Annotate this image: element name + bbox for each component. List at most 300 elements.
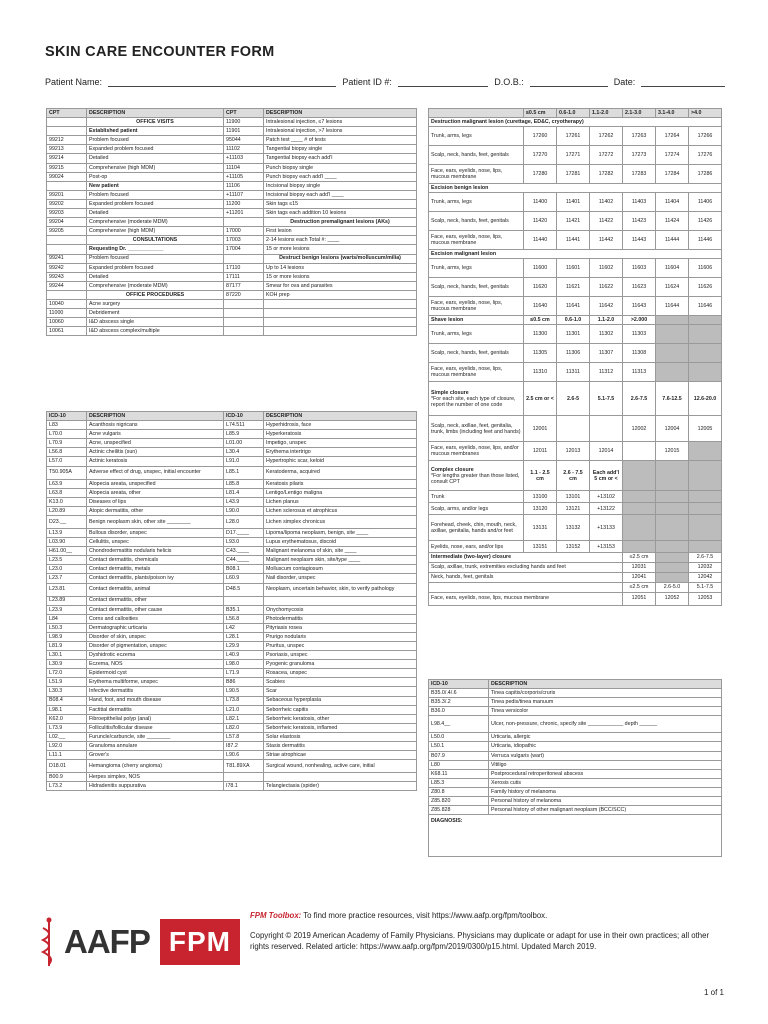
column-header: DESCRIPTION	[87, 109, 224, 118]
table-row	[47, 528, 417, 537]
code-cell: L71.9	[224, 669, 264, 678]
description-cell: Pyogenic granuloma	[264, 660, 417, 669]
code-cell: 17263	[623, 127, 656, 146]
description-cell: Comprehensive (moderate MDM)	[87, 281, 224, 290]
code-cell: 11403	[623, 193, 656, 212]
code-cell: 17286	[689, 165, 722, 184]
column-header: ICD-10	[429, 680, 489, 689]
code-cell: T81.89XA	[224, 760, 264, 773]
table-row	[47, 430, 417, 439]
description-cell: Detailed	[87, 209, 224, 218]
table-row	[47, 632, 417, 641]
table-row	[47, 723, 417, 732]
code-cell: I78.1	[224, 782, 264, 791]
code-cell	[590, 416, 623, 442]
diagnosis-label[interactable]: DIAGNOSIS:	[429, 815, 722, 857]
code-cell: 12002	[623, 416, 656, 442]
column-header: 0.6-1.0	[557, 316, 590, 325]
code-cell: 12041	[623, 572, 656, 582]
description-cell: Tangential biopsy single	[264, 145, 417, 154]
description-cell: Ulcer, non-pressure, chronic, specify site ____________ depth ______	[489, 716, 722, 733]
code-cell: 99204	[47, 218, 87, 227]
blank-cell	[689, 503, 722, 515]
description-cell: Lupus erythematosus, discoid	[264, 538, 417, 547]
date-field[interactable]	[641, 77, 725, 87]
description-cell: Hyperkeratosis	[264, 430, 417, 439]
table-row	[429, 442, 722, 461]
table-row	[47, 439, 417, 448]
code-cell: L81.4	[224, 488, 264, 497]
code-cell: +11107	[224, 190, 264, 199]
column-header: ≤0.5 cm	[524, 109, 557, 118]
code-cell: 11307	[590, 344, 623, 363]
code-cell	[224, 773, 264, 782]
code-cell: K62.0	[47, 714, 87, 723]
description-cell: Personal history of melanoma	[489, 797, 722, 806]
code-cell: +13122	[590, 503, 623, 515]
code-cell: +11201	[224, 209, 264, 218]
site-cell: Scalp, neck, hands, feet, genitals	[429, 278, 524, 297]
description-cell: Seborrheic keratosis, other	[264, 714, 417, 723]
blank-cell	[689, 363, 722, 382]
table-row	[47, 641, 417, 650]
table-row	[429, 572, 722, 582]
description-cell: Skin tags ≤15	[264, 199, 417, 208]
code-cell: 12031	[623, 562, 656, 572]
description-cell: Scabies	[264, 678, 417, 687]
blank-cell	[623, 541, 656, 553]
code-cell: 95044	[224, 136, 264, 145]
table-row	[47, 687, 417, 696]
column-header: CPT	[47, 109, 87, 118]
description-cell: OFFICE PROCEDURES	[87, 290, 224, 299]
table-row	[429, 503, 722, 515]
table-row	[47, 145, 417, 154]
column-header: ICD-10	[224, 412, 264, 421]
code-cell: 11642	[590, 297, 623, 316]
description-cell: Problem focused	[87, 190, 224, 199]
code-cell: L63.9	[47, 479, 87, 488]
code-cell: 11104	[224, 163, 264, 172]
code-cell: 11600	[524, 259, 557, 278]
code-cell: 13101	[557, 491, 590, 503]
code-cell: L23.5	[47, 556, 87, 565]
code-cell: L98.0	[224, 660, 264, 669]
code-cell: I87.2	[224, 742, 264, 751]
table-row	[429, 778, 722, 787]
code-cell: 11900	[224, 118, 264, 127]
description-cell: Solar elastosis	[264, 732, 417, 741]
description-cell: Urticaria, idiopathic	[489, 742, 722, 751]
code-cell: ≤2.5 cm	[623, 582, 656, 592]
patient-info-line	[45, 77, 725, 87]
table-row	[47, 272, 417, 281]
description-cell	[264, 327, 417, 336]
table-row	[429, 797, 722, 806]
description-cell: Contact dermatitis, plants/poison ivy	[87, 574, 224, 583]
description-cell: Striae atrophicae	[264, 751, 417, 760]
code-cell: 11644	[656, 297, 689, 316]
table-row	[429, 742, 722, 751]
code-cell: L56.8	[224, 614, 264, 623]
code-cell: L28.1	[224, 632, 264, 641]
code-cell: B00.9	[47, 773, 87, 782]
table-row	[429, 541, 722, 553]
column-header: 2.1-3.0	[623, 109, 656, 118]
code-cell: Z85.828	[429, 806, 489, 815]
code-cell: D17.____	[224, 528, 264, 537]
code-cell	[656, 572, 689, 582]
code-cell: 17003	[224, 236, 264, 245]
code-cell: 11426	[689, 212, 722, 231]
code-cell: L90.0	[224, 506, 264, 515]
description-cell: Tinea versicolor	[489, 707, 722, 716]
code-cell: 17280	[524, 165, 557, 184]
simple-closure-title: Simple closure	[431, 389, 469, 396]
description-cell	[264, 309, 417, 318]
code-cell: 11400	[524, 193, 557, 212]
code-cell: L01.00	[224, 439, 264, 448]
description-cell: Intralesional injection, ≤7 lesions	[264, 118, 417, 127]
code-cell: 12004	[656, 416, 689, 442]
code-cell: B86	[224, 678, 264, 687]
code-cell: B35.3/.2	[429, 698, 489, 707]
code-cell: 10061	[47, 327, 87, 336]
description-cell: Diseases of lips	[87, 497, 224, 506]
code-cell: 12014	[590, 442, 623, 461]
code-cell: L40.9	[224, 651, 264, 660]
code-cell: L50.3	[47, 623, 87, 632]
column-header: 1.1 - 2.5 cm	[524, 461, 557, 491]
description-cell: Comprehensive (high MDM)	[87, 163, 224, 172]
description-cell: Corns and callosities	[87, 614, 224, 623]
code-cell: 11303	[623, 325, 656, 344]
column-header: 5.1-7.5	[590, 382, 623, 416]
description-cell: Contact dermatitis, other cause	[87, 605, 224, 614]
code-cell: L81.9	[47, 641, 87, 650]
code-cell: 13100	[524, 491, 557, 503]
table-row	[429, 344, 722, 363]
code-cell: 11423	[623, 212, 656, 231]
patient-name-field[interactable]	[108, 77, 336, 87]
blank-cell	[656, 491, 689, 503]
description-cell: Scar	[264, 687, 417, 696]
code-cell: L73.8	[224, 696, 264, 705]
blank-cell	[656, 316, 689, 325]
description-cell: Problem focused	[87, 254, 224, 263]
toolbox-line: To find more practice resources, visit https://www.aafp.org/fpm/toolbox.	[301, 911, 548, 920]
description-cell: Benign neoplasm skin, other site ________	[87, 515, 224, 528]
table-row	[47, 127, 417, 136]
description-cell: Incisional biopsy each add'l ____	[264, 190, 417, 199]
patient-id-field[interactable]	[398, 77, 488, 87]
code-cell: L93.0	[224, 538, 264, 547]
code-cell: 11200	[224, 199, 264, 208]
site-cell: Forehead, cheek, chin, mouth, neck, axillae, genitalia, hands and/or feet	[429, 515, 524, 541]
column-header: 2.6-7.5	[689, 553, 722, 562]
site-cell: Scalp, arms, and/or legs	[429, 503, 524, 515]
description-cell: Photodermatitis	[264, 614, 417, 623]
table-row	[47, 782, 417, 791]
description-cell: Expanded problem focused	[87, 145, 224, 154]
table-row	[47, 290, 417, 299]
code-cell: 17281	[557, 165, 590, 184]
table-row	[429, 165, 722, 184]
code-cell: 99242	[47, 263, 87, 272]
code-cell: L30.9	[47, 660, 87, 669]
code-cell: D48.5	[224, 583, 264, 596]
code-cell: L80	[429, 760, 489, 769]
table-row	[429, 707, 722, 716]
description-cell: Surgical wound, nonhealing, active care, initial	[264, 760, 417, 773]
column-header: >4.0	[689, 109, 722, 118]
code-cell: 17276	[689, 146, 722, 165]
description-cell: Family history of melanoma	[489, 787, 722, 796]
description-cell: Contact dermatitis, animal	[87, 583, 224, 596]
code-cell: L20.89	[47, 506, 87, 515]
code-cell: 99024	[47, 172, 87, 181]
description-cell: Expanded problem focused	[87, 263, 224, 272]
code-cell: 13121	[557, 503, 590, 515]
site-cell: Face, ears, eyelids, nose, lips, mucous membrane	[429, 165, 524, 184]
code-cell: 87220	[224, 290, 264, 299]
code-cell: 11641	[557, 297, 590, 316]
code-cell: L57.8	[224, 732, 264, 741]
code-cell: 10040	[47, 299, 87, 308]
site-cell: Scalp, neck, hands, feet, genitals	[429, 146, 524, 165]
code-cell: B08.4	[47, 696, 87, 705]
code-cell	[47, 118, 87, 127]
column-header: ICD-10	[47, 412, 87, 421]
code-cell: L29.9	[224, 641, 264, 650]
table-row	[47, 574, 417, 583]
page-title: SKIN CARE ENCOUNTER FORM	[45, 44, 275, 60]
code-cell: 17111	[224, 272, 264, 281]
diagnosis-row	[429, 815, 722, 857]
description-cell: Erythema intertrigo	[264, 448, 417, 457]
table-row	[429, 363, 722, 382]
site-cell: Eyelids, nose, ears, and/or lips	[429, 541, 524, 553]
code-cell: 17000	[224, 227, 264, 236]
description-cell: Psoriasis, unspec	[264, 651, 417, 660]
dob-field[interactable]	[530, 77, 608, 87]
code-cell	[224, 327, 264, 336]
description-cell: Acne, unspecified	[87, 439, 224, 448]
table-row	[47, 299, 417, 308]
section-title	[429, 382, 524, 416]
blank-cell	[656, 344, 689, 363]
column-header	[656, 553, 689, 562]
table-row	[47, 457, 417, 466]
blank-cell	[656, 325, 689, 344]
code-cell: K13.0	[47, 497, 87, 506]
table-row	[429, 127, 722, 146]
table-row	[47, 565, 417, 574]
description-cell: Expanded problem focused	[87, 199, 224, 208]
description-cell: Granuloma annulare	[87, 742, 224, 751]
code-cell: B35.1	[224, 605, 264, 614]
code-cell: 11102	[224, 145, 264, 154]
description-cell: Pruritus, unspec	[264, 641, 417, 650]
code-cell: 17283	[623, 165, 656, 184]
site-cell: Face, ears, eyelids, nose, lips, mucous membrane	[429, 231, 524, 250]
table-row	[429, 461, 722, 491]
description-cell: First lesion	[264, 227, 417, 236]
code-cell: 11440	[524, 231, 557, 250]
description-cell: Punch biopsy single	[264, 163, 417, 172]
icd-table	[46, 411, 417, 791]
code-cell: 11620	[524, 278, 557, 297]
table-row	[47, 696, 417, 705]
code-cell: L42	[224, 623, 264, 632]
blank-cell	[656, 363, 689, 382]
code-cell: L50.1	[429, 742, 489, 751]
description-cell: Disorder of pigmentation, unspec	[87, 641, 224, 650]
description-cell: Lichen planus	[264, 497, 417, 506]
description-cell: Hidradenitis suppurativa	[87, 782, 224, 791]
code-cell	[224, 318, 264, 327]
table-row	[429, 193, 722, 212]
code-cell: 13120	[524, 503, 557, 515]
description-cell: 15 or more lesions	[264, 245, 417, 254]
table-row	[47, 556, 417, 565]
description-cell: I&D abscess complex/multiple	[87, 327, 224, 336]
code-cell: L50.0	[429, 733, 489, 742]
description-cell: Acanthosis nigricans	[87, 421, 224, 430]
code-cell: 11406	[689, 193, 722, 212]
description-cell: Hypertrophic scar, keloid	[264, 457, 417, 466]
site-cell: Trunk	[429, 491, 524, 503]
code-cell: L43.9	[224, 497, 264, 506]
description-cell: Destruction premalignant lesions (AKs)	[264, 218, 417, 227]
table-row	[429, 760, 722, 769]
code-cell: L84	[47, 614, 87, 623]
code-cell: T50.905A	[47, 466, 87, 479]
footer-brand	[40, 916, 240, 968]
description-cell: Sebaceous hyperplasia	[264, 696, 417, 705]
description-cell: Atopic dermatitis, other	[87, 506, 224, 515]
description-cell: Contact dermatitis, metals	[87, 565, 224, 574]
code-cell: L30.3	[47, 687, 87, 696]
site-cell: Neck, hands, feet, genitals	[429, 572, 623, 582]
column-header: 2.6-5	[557, 382, 590, 416]
site-cell: Scalp, axillae, trunk, extremities excluding hands and feet	[429, 562, 623, 572]
table-row	[47, 678, 417, 687]
code-cell: L11.1	[47, 751, 87, 760]
description-cell: Destruct benign lesions (warts/molluscum/milia)	[264, 254, 417, 263]
code-cell	[656, 562, 689, 572]
description-cell: 15 or more lesions	[264, 272, 417, 281]
code-cell: +11105	[224, 172, 264, 181]
code-cell: +13133	[590, 515, 623, 541]
code-cell	[224, 596, 264, 605]
code-cell	[224, 254, 264, 263]
code-cell: 11421	[557, 212, 590, 231]
code-cell: +13102	[590, 491, 623, 503]
code-cell: 13132	[557, 515, 590, 541]
blank-cell	[689, 541, 722, 553]
section-title	[429, 461, 524, 491]
description-cell: Epidermoid cyst	[87, 669, 224, 678]
code-cell: H61.00__	[47, 547, 87, 556]
code-cell: 11301	[557, 325, 590, 344]
table-row	[47, 660, 417, 669]
description-cell: Malignant neoplasm skin, site/type ____	[264, 556, 417, 565]
column-header: ≤0.5 cm	[524, 316, 557, 325]
code-cell: L72.0	[47, 669, 87, 678]
table-row	[429, 316, 722, 325]
table-row	[429, 562, 722, 572]
procedure-table	[428, 108, 722, 606]
table-row	[429, 698, 722, 707]
description-cell: Smear for ova and parasites	[264, 281, 417, 290]
icd-right-table	[428, 679, 722, 857]
code-cell: L13.9	[47, 528, 87, 537]
code-cell: 11401	[557, 193, 590, 212]
code-cell: 10060	[47, 318, 87, 327]
blank-cell	[623, 515, 656, 541]
description-cell: New patient	[87, 181, 224, 190]
blank-cell	[623, 491, 656, 503]
description-cell: Disorder of skin, unspec	[87, 632, 224, 641]
code-cell: L83	[47, 421, 87, 430]
blank-cell	[689, 344, 722, 363]
description-cell	[264, 299, 417, 308]
code-cell: L90.6	[224, 751, 264, 760]
code-cell: L30.4	[224, 448, 264, 457]
column-header: 12.6-20.0	[689, 382, 722, 416]
blank-cell	[623, 461, 656, 491]
description-cell: Impetigo, unspec	[264, 439, 417, 448]
code-cell: L60.9	[224, 574, 264, 583]
table-row	[47, 218, 417, 227]
blank-cell	[689, 461, 722, 491]
site-cell: Face, ears, eyelids, nose, lips, mucous membrane	[429, 592, 623, 605]
code-cell: 11601	[557, 259, 590, 278]
description-cell: Seborrheic capitis	[264, 705, 417, 714]
description-cell: Actinic keratosis	[87, 457, 224, 466]
site-cell: Trunk, arms, legs	[429, 193, 524, 212]
table-row	[429, 297, 722, 316]
description-cell: Tinea capitis/corporis/cruris	[489, 689, 722, 698]
description-cell: Contact dermatitis, other	[87, 596, 224, 605]
table-row	[429, 109, 722, 118]
code-cell	[224, 309, 264, 318]
description-cell: Lentigo/Lentigo maligna	[264, 488, 417, 497]
code-cell: 11602	[590, 259, 623, 278]
description-cell: Contact dermatitis, chemicals	[87, 556, 224, 565]
description-cell: Intralesional injection, >7 lesions	[264, 127, 417, 136]
patient-id-label: Patient ID #:	[342, 77, 392, 87]
table-row	[429, 751, 722, 760]
code-cell: L91.0	[224, 457, 264, 466]
table-row	[47, 751, 417, 760]
code-cell: L70.0	[47, 430, 87, 439]
code-cell: 11422	[590, 212, 623, 231]
site-cell: Face, ears, eyelids, nose, lips, mucous membrane	[429, 363, 524, 382]
description-cell: Alopecia areata, unspecified	[87, 479, 224, 488]
code-cell: 99243	[47, 272, 87, 281]
table-row	[47, 254, 417, 263]
aafp-logo: AAFP	[64, 923, 150, 960]
description-cell: Infective dermatitis	[87, 687, 224, 696]
description-cell: Postprocedural retroperitoneal abscess	[489, 769, 722, 778]
table-row	[47, 118, 417, 127]
column-header: 2.6-7.5	[623, 382, 656, 416]
table-row	[47, 236, 417, 245]
table-row	[47, 714, 417, 723]
site-cell: Trunk, arms, legs	[429, 127, 524, 146]
